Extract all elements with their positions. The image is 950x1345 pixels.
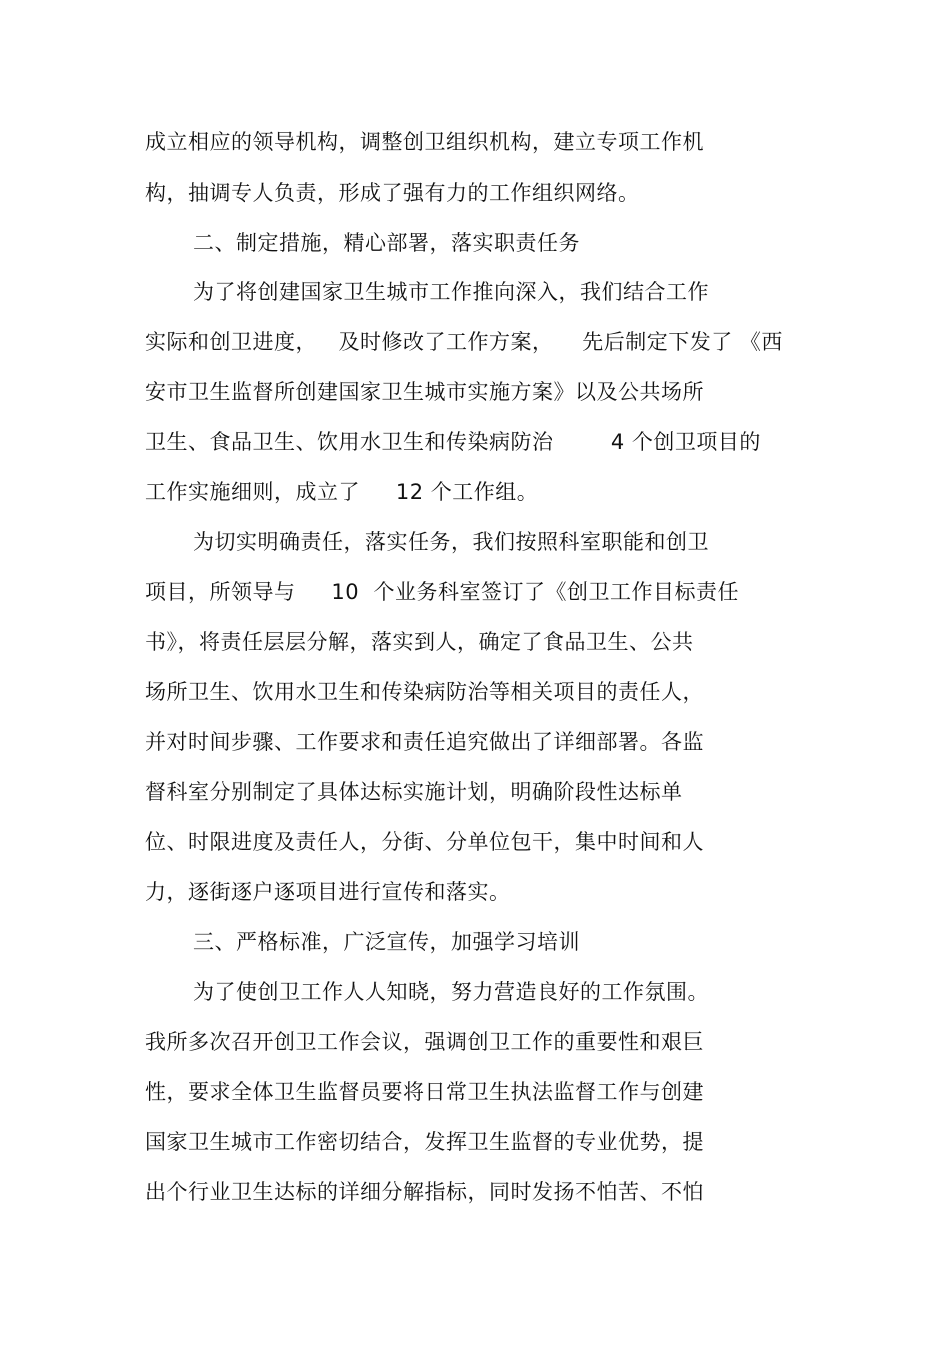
text-line: 国家卫生城市工作密切结合，发挥卫生监督的专业优势，提 [145, 1130, 704, 1154]
section-heading: 三、严格标准，广泛宣传，加强学习培训 [193, 930, 580, 954]
text-line: 实际和创卫进度， 及时修改了工作方案， 先后制定下发了 《西 [145, 330, 783, 354]
text-line: 构，抽调专人负责，形成了强有力的工作组织网络。 [145, 181, 640, 205]
text-line: 为了使创卫工作人人知晓，努力营造良好的工作氛围。 [193, 980, 709, 1004]
text-line: 我所多次召开创卫工作会议，强调创卫工作的重要性和艰巨 [145, 1030, 704, 1054]
text-line: 位、时限进度及责任人，分街、分单位包干，集中时间和人 [145, 830, 704, 854]
text-line: 力，逐街逐户逐项目进行宣传和落实。 [145, 880, 511, 904]
text-line: 书》，将责任层层分解，落实到人，确定了食品卫生、公共 [145, 630, 694, 654]
text-line: 卫生、食品卫生、饮用水卫生和传染病防治 4 个创卫项目的 [145, 430, 761, 454]
text-line: 为切实明确责任，落实任务，我们按照科室职能和创卫 [193, 530, 709, 554]
text-line: 督科室分别制定了具体达标实施计划，明确阶段性达标单 [145, 780, 683, 804]
text-line: 出个行业卫生达标的详细分解指标，同时发扬不怕苦、不怕 [145, 1180, 704, 1204]
text-line: 成立相应的领导机构，调整创卫组织机构，建立专项工作机 [145, 130, 704, 154]
text-line: 项目，所领导与 10 个业务科室签订了《创卫工作目标责任 [145, 580, 739, 604]
text-line: 性，要求全体卫生监督员要将日常卫生执法监督工作与创建 [145, 1080, 704, 1104]
text-line: 场所卫生、饮用水卫生和传染病防治等相关项目的责任人， [145, 680, 704, 704]
text-line: 工作实施细则，成立了 12 个工作组。 [145, 480, 539, 504]
section-heading: 二、制定措施，精心部署，落实职责任务 [193, 231, 580, 255]
text-line: 安市卫生监督所创建国家卫生城市实施方案》以及公共场所 [145, 380, 704, 404]
text-line: 为了将创建国家卫生城市工作推向深入，我们结合工作 [193, 280, 709, 304]
text-line: 并对时间步骤、工作要求和责任追究做出了详细部署。各监 [145, 730, 704, 754]
